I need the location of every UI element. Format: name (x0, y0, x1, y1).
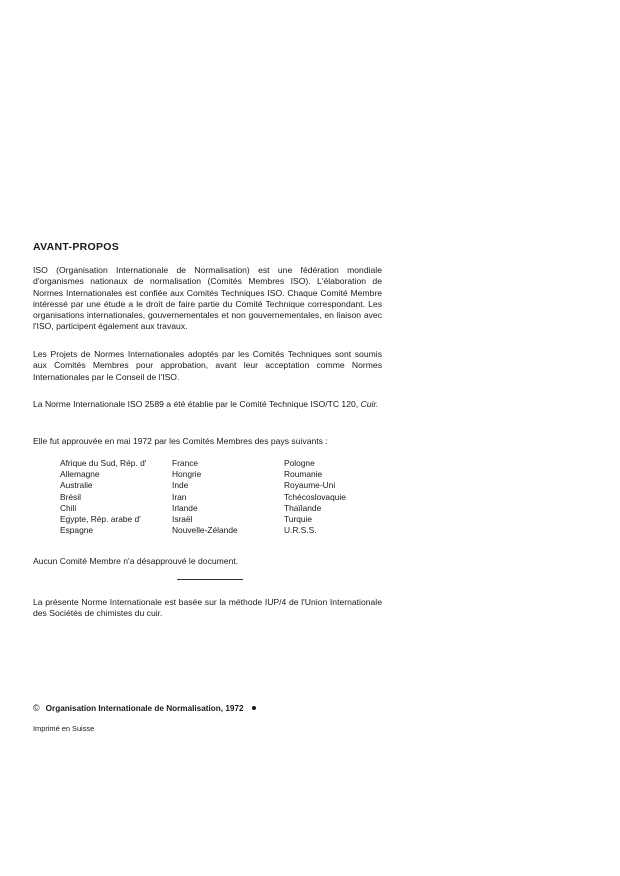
bullet-icon (252, 706, 256, 710)
country: Royaume-Uni (284, 480, 336, 491)
copyright-line (33, 703, 256, 713)
country: France (172, 458, 199, 468)
technical-committee-title: Cuir. (360, 399, 379, 409)
country: Nouvelle-Zélande (172, 525, 238, 536)
country: U.R.S.S. (284, 525, 317, 536)
foreword-paragraph-1: ISO (Organisation Internationale de Normalisation) est une fédération mondiale d'organismes nationaux de normalisation (Comités Membres ISO). L'élaboration de Normes Internationales est confiée aux Comités Techniques ISO. Chaque Comité Membre intéressé par une étude a le droit de faire partie du Comité Technique correspondant. Les organisations internationales, gouvernementales et non gouvernementales, en liaison avec l'ISO, participent également aux travaux. (33, 265, 382, 332)
country: Afrique du Sud, Rép. d' (60, 458, 147, 468)
country: Hongrie (172, 469, 202, 480)
foreword-paragraph-6: La présente Norme Internationale est basée sur la méthode IUP/4 de l'Union Internationale des Sociétés de chimistes du cuir. (33, 597, 382, 619)
member-countries-list (60, 458, 400, 536)
country: Espagne (60, 525, 94, 536)
country: Brésil (60, 491, 81, 502)
country: Israël (172, 514, 193, 525)
country: Roumanie (284, 469, 323, 480)
foreword-paragraph-4: Elle fut approuvée en mai 1972 par les Comités Membres des pays suivants : (33, 436, 328, 446)
foreword-paragraph-2: Les Projets de Normes Internationales adoptés par les Comités Techniques sont soumis aux Comités Membres pour approbation, avant leur acceptation comme Normes Internationales par le Conseil de l'ISO. (33, 349, 382, 382)
country: Egypte, Rép. arabe d' (60, 514, 141, 525)
section-divider (177, 579, 243, 580)
country: Turquie (284, 514, 313, 525)
country: Thaïlande (284, 502, 322, 513)
country: Inde (172, 480, 189, 491)
foreword-paragraph-5: Aucun Comité Membre n'a désapprouvé le document. (33, 556, 239, 566)
foreword-paragraph-3 (33, 399, 382, 410)
country: Australie (60, 480, 93, 491)
paragraph-3-text: La Norme Internationale ISO 2589 a été établie par le Comité Technique ISO/TC 120, (33, 399, 359, 409)
country: Iran (172, 491, 187, 502)
country: Allemagne (60, 469, 100, 480)
country: Pologne (284, 458, 315, 468)
copyright-icon: © (33, 703, 40, 713)
printed-in-note: Imprimé en Suisse (33, 724, 95, 733)
country: Tchécoslovaquie (284, 491, 346, 502)
copyright-text: Organisation Internationale de Normalisation, 1972 (45, 703, 244, 713)
country: Irlande (172, 502, 198, 513)
country: Chili (60, 502, 77, 513)
foreword-heading: AVANT-PROPOS (33, 241, 120, 253)
